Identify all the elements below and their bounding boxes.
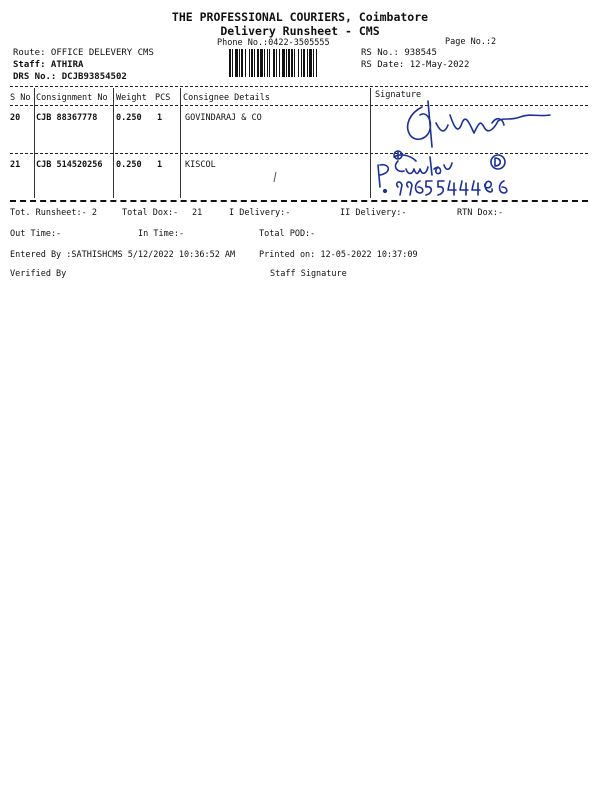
staff-label: Staff: ATHIRA [13,60,84,70]
verified-by: Verified By [10,269,67,279]
rtn-dox: RTN Dox:- [457,208,504,218]
row-consignment: CJB 88367778 [36,113,98,123]
col-header-weight: Weight [116,93,147,103]
rs-date: RS Date: 12-May-2022 [361,60,470,70]
row-weight: 0.250 [116,160,142,170]
total-dox-value: 21 [192,208,203,218]
col-header-pcs: PCS [155,93,171,103]
barcode-bar [317,49,319,77]
barcode [229,49,354,77]
ii-delivery: II Delivery:- [340,208,407,218]
row-weight: 0.250 [116,113,142,123]
route-label: Route: OFFICE DELEVERY CMS [13,48,154,58]
total-runsheet: Tot. Runsheet:- 2 [10,208,97,218]
row-pcs: 1 [157,113,163,123]
col-header-consignee: Consignee Details [183,93,270,103]
col-divider [34,88,35,198]
page-number: Page No.:2 [445,37,497,47]
phone-number: Phone No.:0422-3505555 [217,38,330,48]
runsheet-subtitle: Delivery Runsheet - CMS [220,24,380,38]
row-consignee: KISCOL [185,160,216,170]
table-bottom-rule [10,200,588,202]
staff-signature-label: Staff Signature [270,269,347,279]
col-divider [113,88,114,198]
table-top-rule [10,86,588,87]
stray-ink-mark [270,170,280,184]
total-pod: Total POD:- [259,229,316,239]
entered-by: Entered By :SATHISHCMS 5/12/2022 10:36:52 AM [10,250,236,260]
row-pcs: 1 [157,160,163,170]
col-header-signature: Signature [375,90,422,100]
row-sno: 21 [10,160,21,170]
col-header-consignment: Consignment No [36,93,108,103]
out-time: Out Time:- [10,229,62,239]
row-consignee: GOVINDARAJ & CO [185,113,262,123]
row-sno: 20 [10,113,21,123]
company-title: THE PROFESSIONAL COURIERS, Coimbatore [171,10,429,24]
i-delivery: I Delivery:- [229,208,291,218]
in-time: In Time:- [138,229,185,239]
total-dox-label: Total Dox:- [122,208,179,218]
col-header-sno: S No [10,93,31,103]
drs-number: DRS No.: DCJB93854502 [13,72,127,82]
rs-number: RS No.: 938545 [361,48,437,58]
row-consignment: CJB 514520256 [36,160,103,170]
printed-on: Printed on: 12-05-2022 10:37:09 [259,250,418,260]
col-divider [180,88,181,198]
handwritten-signature [370,95,565,200]
